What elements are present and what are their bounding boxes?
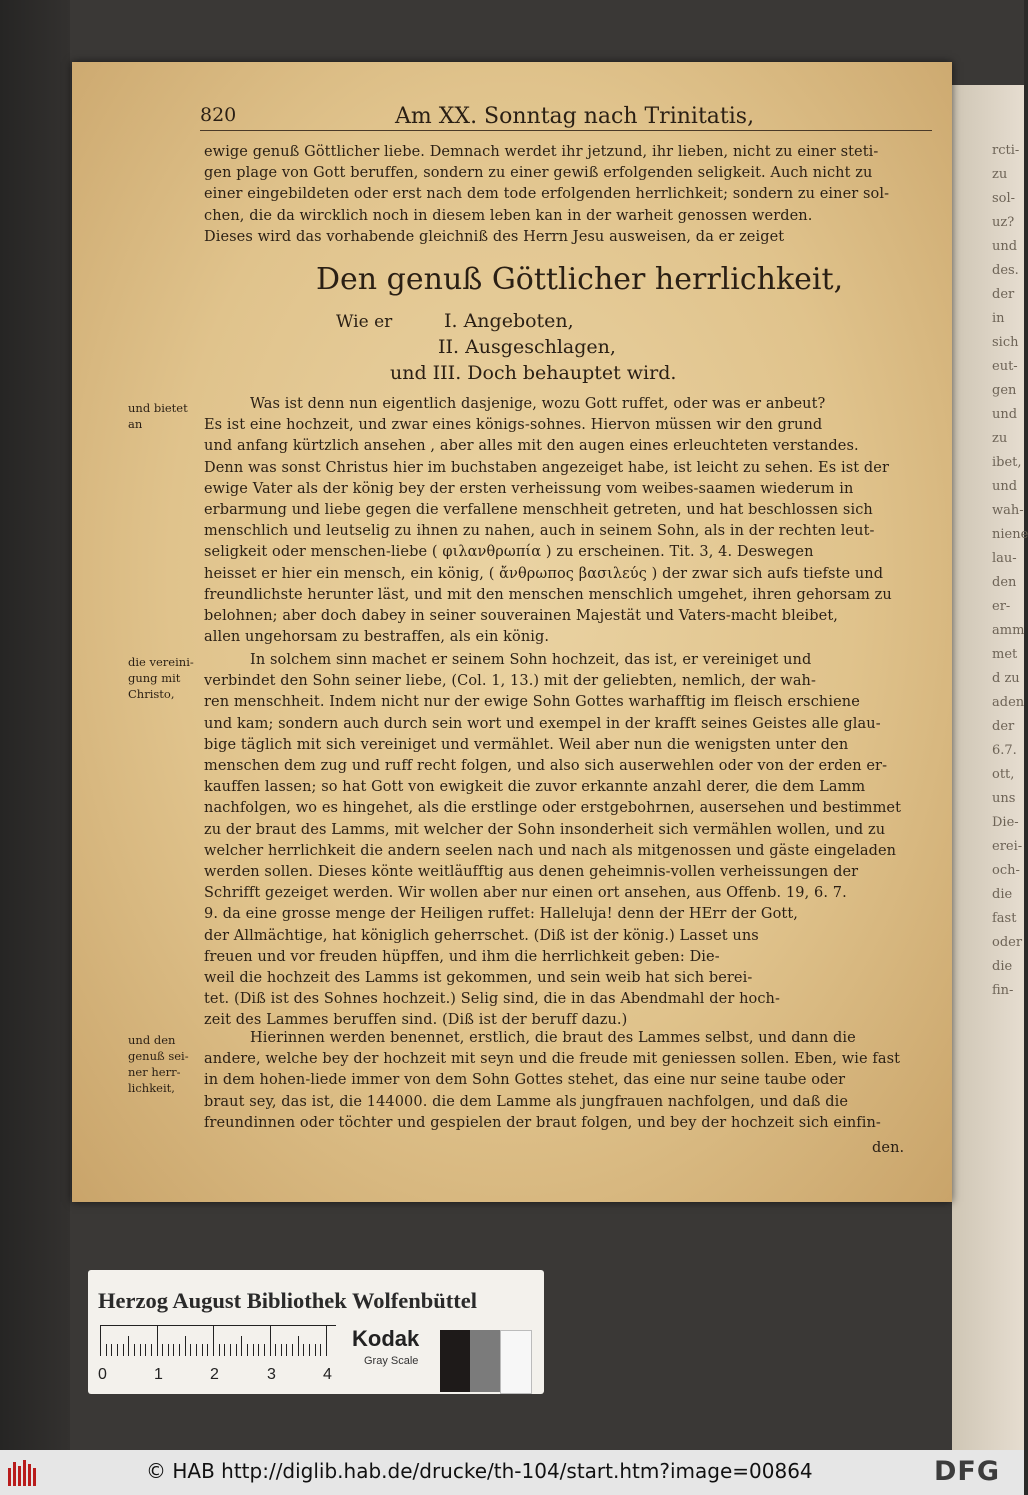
outline-item-2: II. Ausgeschlagen, xyxy=(438,336,616,358)
ruler-tick xyxy=(168,1344,169,1356)
next-page-fragment: wah- xyxy=(992,503,1024,518)
text-line: welcher herrlichkeit die andern seelen nach und nach als mitgenossen und gäste eingeladen xyxy=(204,842,897,859)
next-page-fragment: in xyxy=(992,311,1005,326)
text-line: zeit des Lammes beruffen sind. (Diß ist der beruff dazu.) xyxy=(204,1012,628,1029)
text-line: freundlichste herunter läst, und mit den menschen menschlich umgehet, ihren gehorsam zu xyxy=(204,586,892,603)
institution-name: Herzog August Bibliothek Wolfenbüttel xyxy=(98,1288,477,1313)
text-line: chen, die da wircklich noch in diesem leben kan in der warheit genossen werden. xyxy=(204,207,813,224)
text-line: werden sollen. Dieses könte weitläufftig aus denen geheimnis-vollen verheissungen der xyxy=(204,864,859,880)
ruler-tick xyxy=(162,1344,163,1356)
ruler-tick xyxy=(100,1326,101,1356)
next-page-fragment: und xyxy=(992,479,1018,494)
text-line: heisset er hier ein mensch, ein könig, ( ἄνθρωπος βασιλεύς ) der zwar sich aufs tiefste und xyxy=(204,565,884,582)
text-line: andere, welche bey der hochzeit mit seyn und die freude mit geniessen sollen. Eben, wie fast xyxy=(204,1051,901,1068)
ruler-tick xyxy=(326,1326,327,1356)
text-line: Es ist eine hochzeit, und zwar eines königs-sohnes. Hiervon müssen wir den grund xyxy=(204,417,823,434)
running-title: Am XX. Sonntag nach Trinitatis, xyxy=(395,104,755,129)
next-page-fragment: fin- xyxy=(992,983,1014,998)
ruler-tick xyxy=(275,1344,276,1356)
ruler-tick xyxy=(140,1344,141,1356)
ruler-tick xyxy=(202,1344,203,1356)
section-heading: Den genuß Göttlicher herrlichkeit, xyxy=(316,262,844,297)
ruler-tick xyxy=(309,1344,310,1356)
ruler-tick xyxy=(264,1344,265,1356)
ruler-scale xyxy=(100,1325,336,1356)
text-line: seligkeit oder menschen-liebe ( φιλανθρωπία ) zu erscheinen. Tit. 3, 4. Deswegen xyxy=(204,544,814,561)
text-line: zu der braut des Lamms, mit welcher der Sohn insonderheit sich vermählen wollen, und zu xyxy=(204,821,886,838)
ruler-tick xyxy=(315,1344,316,1356)
ruler-tick xyxy=(281,1344,282,1356)
ruler-tick xyxy=(117,1344,118,1356)
ruler-tick xyxy=(270,1326,271,1356)
catchword: den. xyxy=(872,1140,905,1156)
text-line: gen plage von Gott beruffen, sondern zu einer gewiß erfolgenden seligkeit. Auch nicht zu xyxy=(204,165,873,182)
text-line: menschen dem zug und ruff recht folgen, und also sich auserwehlen oder von der erden er- xyxy=(204,758,888,774)
outline-item-1: I. Angeboten, xyxy=(444,310,574,332)
next-page-fragment: erei- xyxy=(992,839,1023,854)
margin-line: Christo, xyxy=(128,687,175,701)
ruler-tick xyxy=(173,1344,174,1356)
text-line: freuen und vor freuden hüpffen, und ihm die herrlichkeit geben: Die- xyxy=(204,948,720,965)
ruler-tick xyxy=(196,1344,197,1356)
gray-patch-mid xyxy=(470,1330,500,1392)
ruler-tick xyxy=(134,1344,135,1356)
ruler-tick xyxy=(151,1344,152,1356)
next-page-fragment: oder xyxy=(992,935,1023,950)
next-page-fragment: och- xyxy=(992,863,1020,878)
ruler-tick xyxy=(123,1344,124,1356)
ruler-tick xyxy=(230,1344,231,1356)
text-line: braut sey, das ist, die 144000. die dem Lamme als jungfrauen nachfolgen, und daß die xyxy=(204,1093,849,1110)
next-page-fragment: zu xyxy=(992,431,1008,446)
text-line: und anfang kürtzlich ansehen , aber alles mit den augen eines erleuchteten verstandes. xyxy=(204,438,859,455)
next-page-fragment: die xyxy=(992,959,1013,974)
margin-note-1 xyxy=(128,400,188,432)
gray-patch-white xyxy=(500,1330,532,1394)
margin-note-2 xyxy=(128,654,194,702)
next-page-fragment: gen xyxy=(992,383,1017,398)
next-page-fragment: er- xyxy=(992,599,1011,614)
margin-line: ner herr- xyxy=(128,1065,181,1079)
next-page-fragment: uns xyxy=(992,791,1016,806)
text-line: Schrifft gezeiget werden. Wir wollen aber nur einen ort ansehen, aus Offenb. 19, 6. 7. xyxy=(204,885,847,902)
text-line: allen ungehorsam zu bestraffen, als ein könig. xyxy=(204,629,550,646)
margin-line: und den xyxy=(128,1033,176,1047)
copyright-link[interactable]: © HAB http://diglib.hab.de/drucke/th-104/start.htm?image=00864 xyxy=(146,1459,813,1483)
header-rule xyxy=(200,130,932,131)
ruler-tick xyxy=(236,1344,237,1356)
text-line: ren menschheit. Indem nicht nur der ewige Sohn Gottes warhafftig im fleisch erschiene xyxy=(204,694,860,711)
next-page-fragment: niene xyxy=(992,527,1028,542)
ruler-tick xyxy=(219,1344,220,1356)
text-line: weil die hochzeit des Lamms ist gekommen, und sein weib hat sich berei- xyxy=(204,970,753,986)
text-line: belohnen; aber doch dabey in seiner souverainen Majestät und Vaters-macht bleibet, xyxy=(204,608,838,624)
gray-scale-label: Gray Scale xyxy=(364,1355,419,1367)
ruler-tick xyxy=(185,1336,186,1356)
text-line: und kam; sondern auch durch sein wort und exempel in der krafft seines Geistes alle glau- xyxy=(204,715,881,732)
next-page-edge xyxy=(952,85,1028,1450)
next-page-fragment: sol- xyxy=(992,191,1016,206)
hab-logo-icon xyxy=(8,1460,40,1486)
next-page-fragment: met xyxy=(992,647,1018,662)
ruler-tick xyxy=(292,1344,293,1356)
ruler-tick xyxy=(320,1344,321,1356)
text-line: verbindet den Sohn seiner liebe, (Col. 1, 13.) mit der geliebten, nemlich, der wah- xyxy=(204,673,816,690)
margin-line: genuß sei- xyxy=(128,1049,189,1063)
next-page-fragment: amm xyxy=(992,623,1025,638)
text-line: Denn was sonst Christus hier im buchstaben angezeiget habe, ist leicht zu sehen. Es ist der xyxy=(204,459,890,476)
ruler-tick xyxy=(253,1344,254,1356)
gray-patch-black xyxy=(440,1330,470,1392)
ruler-tick xyxy=(298,1336,299,1356)
ruler-tick xyxy=(224,1344,225,1356)
ruler-tick xyxy=(241,1336,242,1356)
scale-number: 4 xyxy=(323,1366,332,1383)
next-page-fragment: und xyxy=(992,407,1018,422)
text-line: ewige Vater als der könig bey der ersten verheissung vom weibes-saamen wiederum in xyxy=(204,480,854,497)
text-line: kauffen lassen; so hat Gott von ewigkeit die zuvor erkannte anzahl derer, die dem Lamm xyxy=(204,779,866,796)
text-line: bige täglich mit sich vereiniget und vermählet. Weil aber nun die wenigsten unter den xyxy=(204,736,849,753)
next-page-fragment: Die- xyxy=(992,815,1019,830)
next-page-fragment: rcti- xyxy=(992,143,1020,158)
dfg-logo: DFG xyxy=(934,1456,1001,1487)
ruler-tick xyxy=(190,1344,191,1356)
text-line: Hierinnen werden benennet, erstlich, die braut des Lammes selbst, und dann die xyxy=(250,1030,856,1046)
scale-number: 3 xyxy=(267,1366,276,1383)
text-line: einer eingebildeten oder erst nach dem tode erfolgenden herrlichkeit; sondern zu einer sol- xyxy=(204,186,890,203)
page-number: 820 xyxy=(200,104,237,126)
kodak-brand: Kodak xyxy=(352,1326,420,1351)
text-line: 9. da eine grosse menge der Heiligen ruffet: Halleluja! denn der HErr der Gott, xyxy=(204,906,798,923)
margin-line: gung mit xyxy=(128,671,181,685)
ruler-tick xyxy=(207,1344,208,1356)
next-page-fragment: den xyxy=(992,575,1017,590)
next-page-fragment: d zu xyxy=(992,671,1020,686)
next-page-fragment: ibet, xyxy=(992,455,1022,470)
next-page-fragment: des. xyxy=(992,263,1019,278)
next-page-fragment: sich xyxy=(992,335,1019,350)
ruler-tick xyxy=(128,1336,129,1356)
scale-number: 1 xyxy=(154,1366,163,1383)
text-line: der Allmächtige, hat königlich geherrschet. (Diß ist der könig.) Lasset uns xyxy=(204,927,759,944)
text-line: Was ist denn nun eigentlich dasjenige, wozu Gott ruffet, oder was er anbeut? xyxy=(250,396,826,412)
ruler-tick xyxy=(247,1344,248,1356)
ruler-tick xyxy=(213,1326,214,1356)
ruler-tick xyxy=(286,1344,287,1356)
next-page-fragment: zu xyxy=(992,167,1008,182)
outline-prefix: Wie er xyxy=(336,312,393,332)
ruler-tick xyxy=(303,1344,304,1356)
outline-item-3: und III. Doch behauptet wird. xyxy=(390,362,677,384)
text-line: in dem hohen-liede immer von dem Sohn Gottes stehet, das eine nur seine taube oder xyxy=(204,1072,846,1089)
text-line: Dieses wird das vorhabende gleichniß des Herrn Jesu ausweisen, da er zeiget xyxy=(204,228,785,245)
next-page-fragment: der xyxy=(992,719,1015,734)
next-page-fragment: der xyxy=(992,287,1015,302)
ruler-tick xyxy=(179,1344,180,1356)
margin-line: und bietet xyxy=(128,401,188,415)
text-line: tet. (Diß ist des Sohnes hochzeit.) Selig sind, die in das Abendmahl der hoch- xyxy=(204,991,780,1008)
ruler-tick xyxy=(258,1344,259,1356)
margin-line: die vereini- xyxy=(128,655,194,669)
scale-number: 2 xyxy=(210,1366,219,1383)
next-page-fragment: eut- xyxy=(992,359,1018,374)
ruler-tick xyxy=(157,1326,158,1356)
scan-background xyxy=(0,0,70,1450)
next-page-fragment: uz? xyxy=(992,215,1015,230)
next-page-fragment: ott, xyxy=(992,767,1015,782)
text-line: erbarmung und liebe gegen die verfallene menschheit getreten, und hat beschlossen sich xyxy=(204,502,873,518)
text-line: In solchem sinn machet er seinem Sohn hochzeit, das ist, er vereiniget und xyxy=(250,652,812,668)
next-page-fragment: fast xyxy=(992,911,1017,926)
color-calibration-card xyxy=(88,1270,544,1394)
next-page-fragment: 6.7. xyxy=(992,743,1017,758)
next-page-fragment: aden xyxy=(992,695,1025,710)
viewer-footer xyxy=(0,1450,1024,1495)
text-line: freundinnen oder töchter und gespielen der braut folgen, und bey der hochzeit sich einfin- xyxy=(204,1114,881,1131)
next-page-fragment: die xyxy=(992,887,1013,902)
text-line: menschlich und leutselig zu ihnen zu nahen, auch in seinem Sohn, als in der rechten leut- xyxy=(204,523,875,540)
text-line: nachfolgen, wo es hingehet, als die erstlinge oder erstgebohrnen, ausersehen und bestimmet xyxy=(204,800,902,817)
text-line: ewige genuß Göttlicher liebe. Demnach werdet ihr jetzund, ihr lieben, nicht zu einer steti- xyxy=(204,144,879,160)
margin-line: an xyxy=(128,417,143,431)
margin-line: lichkeit, xyxy=(128,1081,175,1095)
ruler-tick xyxy=(145,1344,146,1356)
next-page-fragment: und xyxy=(992,239,1018,254)
ruler-tick xyxy=(111,1344,112,1356)
scale-number: 0 xyxy=(98,1366,107,1383)
next-page-fragment: lau- xyxy=(992,551,1017,566)
margin-note-3 xyxy=(128,1032,189,1096)
ruler-tick xyxy=(106,1344,107,1356)
